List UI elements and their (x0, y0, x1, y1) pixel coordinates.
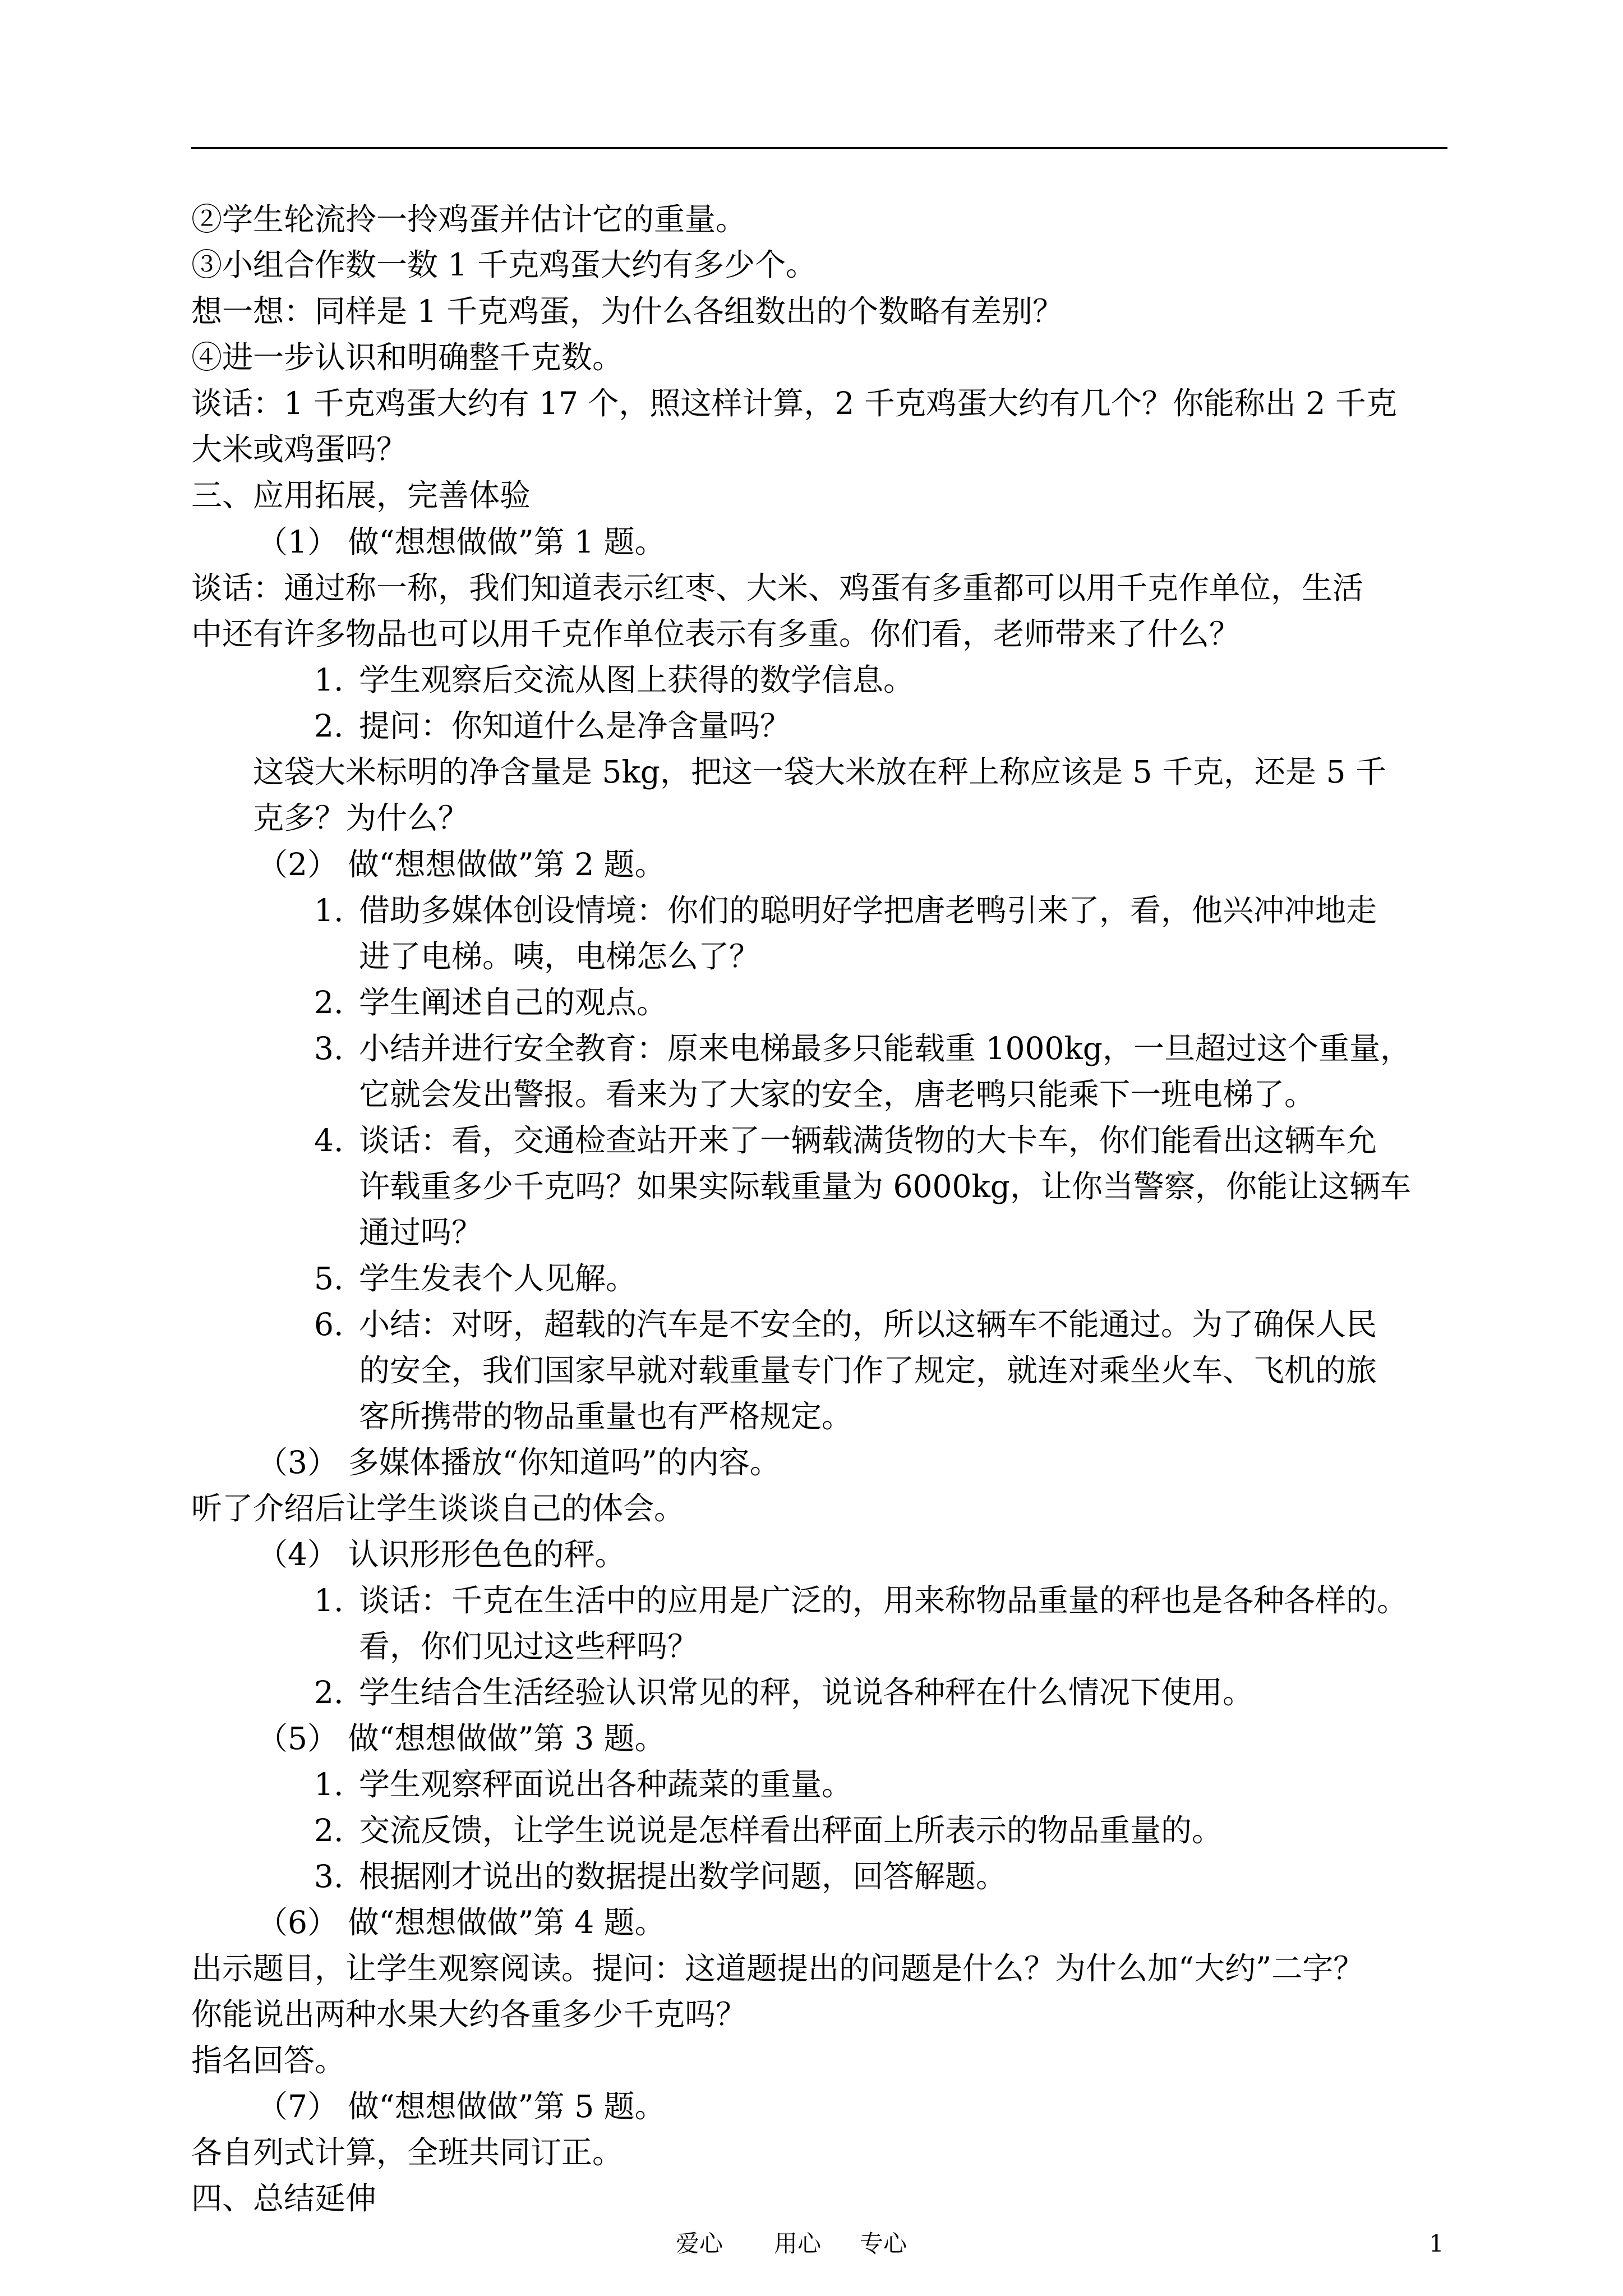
paragraph-line: 听了介绍后让学生谈谈自己的体会。 (191, 1490, 685, 1526)
section-heading: 三、应用拓展，完善体验 (191, 477, 531, 513)
list-text: 谈话：千克在生活中的应用是广泛的，用来称物品重量的秤也是各种各样的。 (359, 1582, 1408, 1618)
paragraph-line: 中还有许多物品也可以用千克作单位表示有多重。你们看，老师带来了什么？ (191, 616, 1241, 652)
list-text: 小结并进行安全教育：原来电梯最多只能载重 1000kg，一旦超过这个重量， (359, 1030, 1411, 1066)
exercise-heading: （4） 认识形形色色的秤。 (257, 1536, 626, 1572)
exercise-heading: （5） 做“想想做做”第 3 题。 (257, 1720, 666, 1756)
list-number: 4. (314, 1122, 344, 1158)
list-text: 提问：你知道什么是净含量吗？ (359, 708, 791, 744)
section-heading: 四、总结延伸 (191, 2180, 377, 2216)
paragraph-line: 大米或鸡蛋吗？ (191, 431, 408, 467)
list-number: 2. (314, 708, 344, 744)
exercise-heading: （6） 做“想想做做”第 4 题。 (257, 1904, 666, 1940)
list-number: 2. (314, 1674, 344, 1710)
paragraph-line: 这袋大米标明的净含量是 5kg，把这一袋大米放在秤上称应该是 5 千克，还是 5 千 (253, 754, 1386, 790)
list-text: 通过吗？ (359, 1214, 483, 1250)
list-number: 1. (314, 1582, 344, 1618)
page-number: 1 (1429, 2230, 1444, 2257)
paragraph-line: 你能说出两种水果大约各重多少千克吗？ (191, 1996, 747, 2032)
exercise-heading: （1） 做“想想做做”第 1 题。 (257, 524, 666, 560)
list-text: 它就会发出警报。看来为了大家的安全，唐老鸭只能乘下一班电梯了。 (359, 1076, 1316, 1112)
exercise-heading: （3） 多媒体播放“你知道吗”的内容。 (257, 1444, 781, 1480)
exercise-heading: （7） 做“想想做做”第 5 题。 (257, 2088, 666, 2124)
paragraph-line: 各自列式计算，全班共同订正。 (191, 2134, 624, 2170)
list-text: 学生阐述自己的观点。 (359, 984, 668, 1020)
footer-motto-1: 爱心 (676, 2230, 723, 2257)
list-text: 进了电梯。咦，电梯怎么了？ (359, 938, 760, 974)
list-text: 谈话：看，交通检查站开来了一辆载满货物的大卡车，你们能看出这辆车允 (359, 1122, 1377, 1158)
list-number: 3. (314, 1858, 344, 1894)
paragraph-line: 克多？为什么？ (253, 800, 469, 836)
paragraph-line: 出示题目，让学生观察阅读。提问：这道题提出的问题是什么？为什么加“大约”二字？ (191, 1950, 1364, 1986)
paragraph-line: 想一想：同样是 1 千克鸡蛋，为什么各组数出的个数略有差别？ (191, 293, 1063, 329)
list-text: 许载重多少千克吗？如果实际载重量为 6000kg，让你当警察，你能让这辆车 (359, 1168, 1411, 1204)
paragraph-line: 谈话：1 千克鸡蛋大约有 17 个，照这样计算，2 千克鸡蛋大约有几个？你能称出 2 千克 (191, 385, 1397, 421)
list-number: 1. (314, 1766, 344, 1802)
list-text: 学生结合生活经验认识常见的秤，说说各种秤在什么情况下使用。 (359, 1674, 1254, 1710)
paragraph-line: 指名回答。 (191, 2042, 346, 2078)
paragraph-line: 谈话：通过称一称，我们知道表示红枣、大米、鸡蛋有多重都可以用千克作单位，生活 (191, 570, 1364, 606)
header-rule (191, 147, 1447, 149)
footer-motto-2: 用心 (774, 2230, 822, 2257)
list-text: 学生观察秤面说出各种蔬菜的重量。 (359, 1766, 853, 1802)
list-text: 借助多媒体创设情境：你们的聪明好学把唐老鸭引来了，看，他兴冲冲地走 (359, 892, 1377, 928)
paragraph-line: ②学生轮流拎一拎鸡蛋并估计它的重量。 (191, 201, 747, 237)
list-number: 5. (314, 1260, 344, 1296)
list-text: 根据刚才说出的数据提出数学问题，回答解题。 (359, 1858, 1007, 1894)
list-number: 3. (314, 1030, 344, 1066)
page-footer (0, 2221, 1623, 2266)
list-number: 6. (314, 1306, 344, 1342)
paragraph-line: ④进一步认识和明确整千克数。 (191, 339, 624, 375)
footer-motto-3: 专心 (860, 2230, 907, 2257)
list-number: 1. (314, 892, 344, 928)
paragraph-line: ③小组合作数一数 1 千克鸡蛋大约有多少个。 (191, 247, 817, 283)
list-number: 2. (314, 1812, 344, 1848)
list-text: 交流反馈，让学生说说是怎样看出秤面上所表示的物品重量的。 (359, 1812, 1223, 1848)
list-text: 学生观察后交流从图上获得的数学信息。 (359, 662, 915, 698)
list-number: 1. (314, 662, 344, 698)
list-text: 看，你们见过这些秤吗？ (359, 1628, 699, 1664)
list-text: 的安全，我们国家早就对载重量专门作了规定，就连对乘坐火车、飞机的旅 (359, 1352, 1377, 1388)
exercise-heading: （2） 做“想想做做”第 2 题。 (257, 846, 666, 882)
list-text: 学生发表个人见解。 (359, 1260, 637, 1296)
list-number: 2. (314, 984, 344, 1020)
list-text: 客所携带的物品重量也有严格规定。 (359, 1398, 853, 1434)
list-text: 小结：对呀，超载的汽车是不安全的，所以这辆车不能通过。为了确保人民 (359, 1306, 1377, 1342)
